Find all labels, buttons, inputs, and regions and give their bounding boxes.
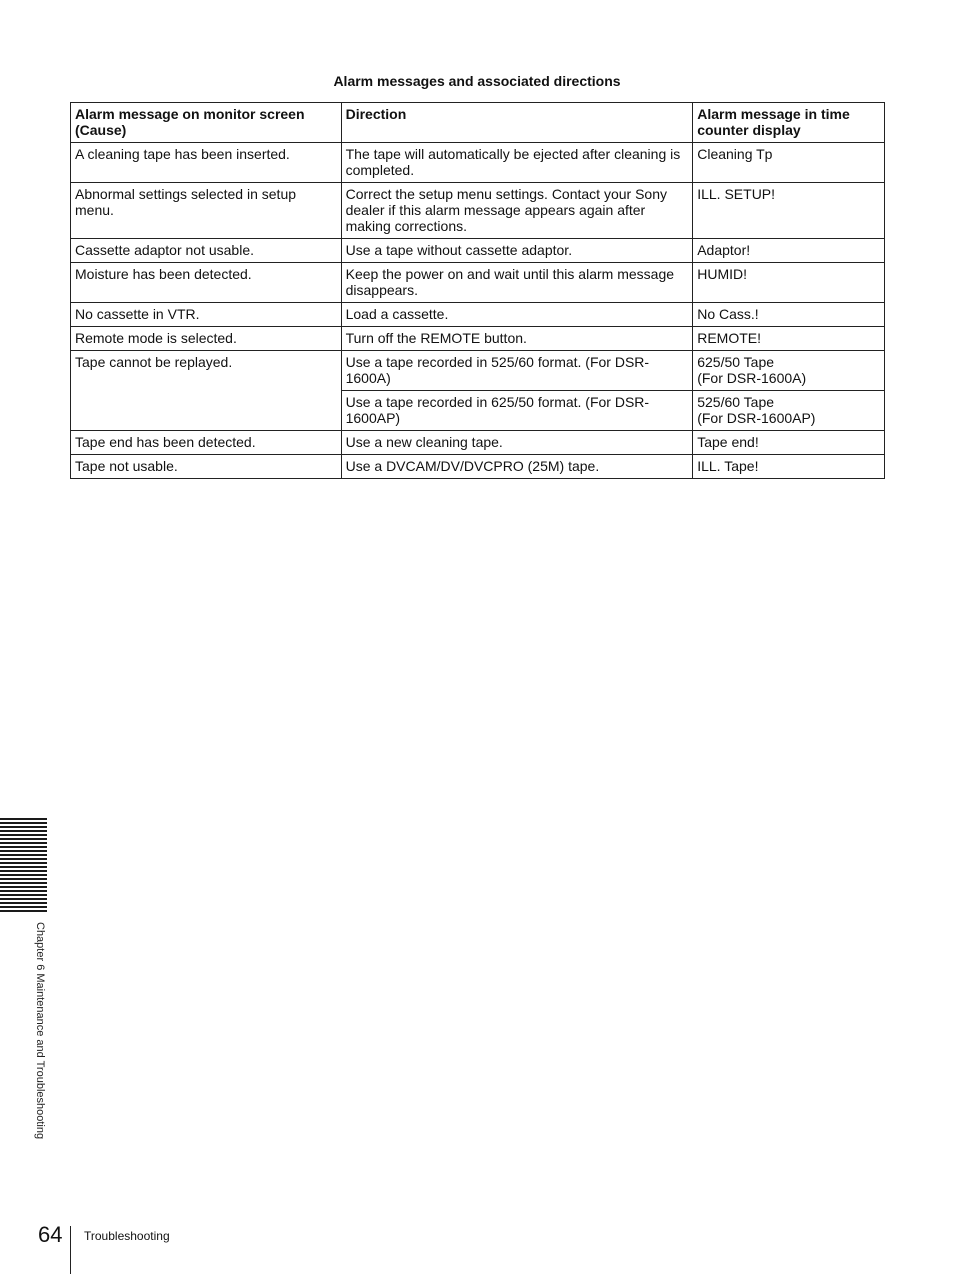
- cell-counter: [693, 351, 885, 391]
- cell-direction: Use a tape without cassette adaptor.: [341, 239, 693, 263]
- counter-line: (For DSR-1600AP): [697, 410, 816, 426]
- table-row: [71, 327, 885, 351]
- cell-direction: Load a cassette.: [341, 303, 693, 327]
- footer-divider: [70, 1226, 71, 1274]
- page-number: 64: [38, 1222, 63, 1247]
- cell-counter: [693, 391, 885, 431]
- cell-cause: Tape cannot be replayed.: [71, 351, 342, 431]
- chapter-side-label: Chapter 6 Maintenance and Troubleshooting: [34, 922, 46, 1140]
- cell-direction: Turn off the REMOTE button.: [341, 327, 693, 351]
- cell-cause: Abnormal settings selected in setup menu.: [71, 183, 342, 239]
- table-row: [71, 303, 885, 327]
- cell-counter: Adaptor!: [693, 239, 885, 263]
- cell-counter: No Cass.!: [693, 303, 885, 327]
- header-direction: Direction: [341, 103, 693, 143]
- table-row: [71, 351, 885, 391]
- cell-cause: Cassette adaptor not usable.: [71, 239, 342, 263]
- header-cause: Alarm message on monitor screen (Cause): [71, 103, 342, 143]
- counter-line: 525/60 Tape: [697, 394, 775, 410]
- table-row: [71, 263, 885, 303]
- footer-section-name: Troubleshooting: [84, 1229, 170, 1243]
- cell-direction: Correct the setup menu settings. Contact your Sony dealer if this alarm message appears again after making corrections.: [341, 183, 693, 239]
- cell-cause: Tape not usable.: [71, 455, 342, 479]
- cell-counter: REMOTE!: [693, 327, 885, 351]
- cell-direction: Use a new cleaning tape.: [341, 431, 693, 455]
- header-counter-display: Alarm message in time counter display: [693, 103, 885, 143]
- counter-line: (For DSR-1600A): [697, 370, 807, 386]
- counter-line: 625/50 Tape: [697, 354, 775, 370]
- cell-counter: ILL. Tape!: [693, 455, 885, 479]
- cell-counter: Cleaning Tp: [693, 143, 885, 183]
- table-row: [71, 239, 885, 263]
- cell-cause: Tape end has been detected.: [71, 431, 342, 455]
- table-row: [71, 183, 885, 239]
- cell-counter: ILL. SETUP!: [693, 183, 885, 239]
- cell-direction: Use a tape recorded in 625/50 format. (For DSR-1600AP): [341, 391, 693, 431]
- cell-direction: Use a tape recorded in 525/60 format. (For DSR-1600A): [341, 351, 693, 391]
- cell-counter: HUMID!: [693, 263, 885, 303]
- table-header-row: [71, 103, 885, 143]
- cell-cause: A cleaning tape has been inserted.: [71, 143, 342, 183]
- alarm-messages-table: [70, 102, 885, 479]
- cell-cause: Remote mode is selected.: [71, 327, 342, 351]
- table-row: [71, 431, 885, 455]
- cell-cause: No cassette in VTR.: [71, 303, 342, 327]
- cell-direction: The tape will automatically be ejected after cleaning is completed.: [341, 143, 693, 183]
- table-row: [71, 455, 885, 479]
- cell-counter: Tape end!: [693, 431, 885, 455]
- table-row: [71, 143, 885, 183]
- table-title: Alarm messages and associated directions: [333, 73, 621, 89]
- chapter-tab-stripes: [0, 818, 47, 913]
- cell-cause: Moisture has been detected.: [71, 263, 342, 303]
- cell-direction: Keep the power on and wait until this alarm message disappears.: [341, 263, 693, 303]
- cell-direction: Use a DVCAM/DV/DVCPRO (25M) tape.: [341, 455, 693, 479]
